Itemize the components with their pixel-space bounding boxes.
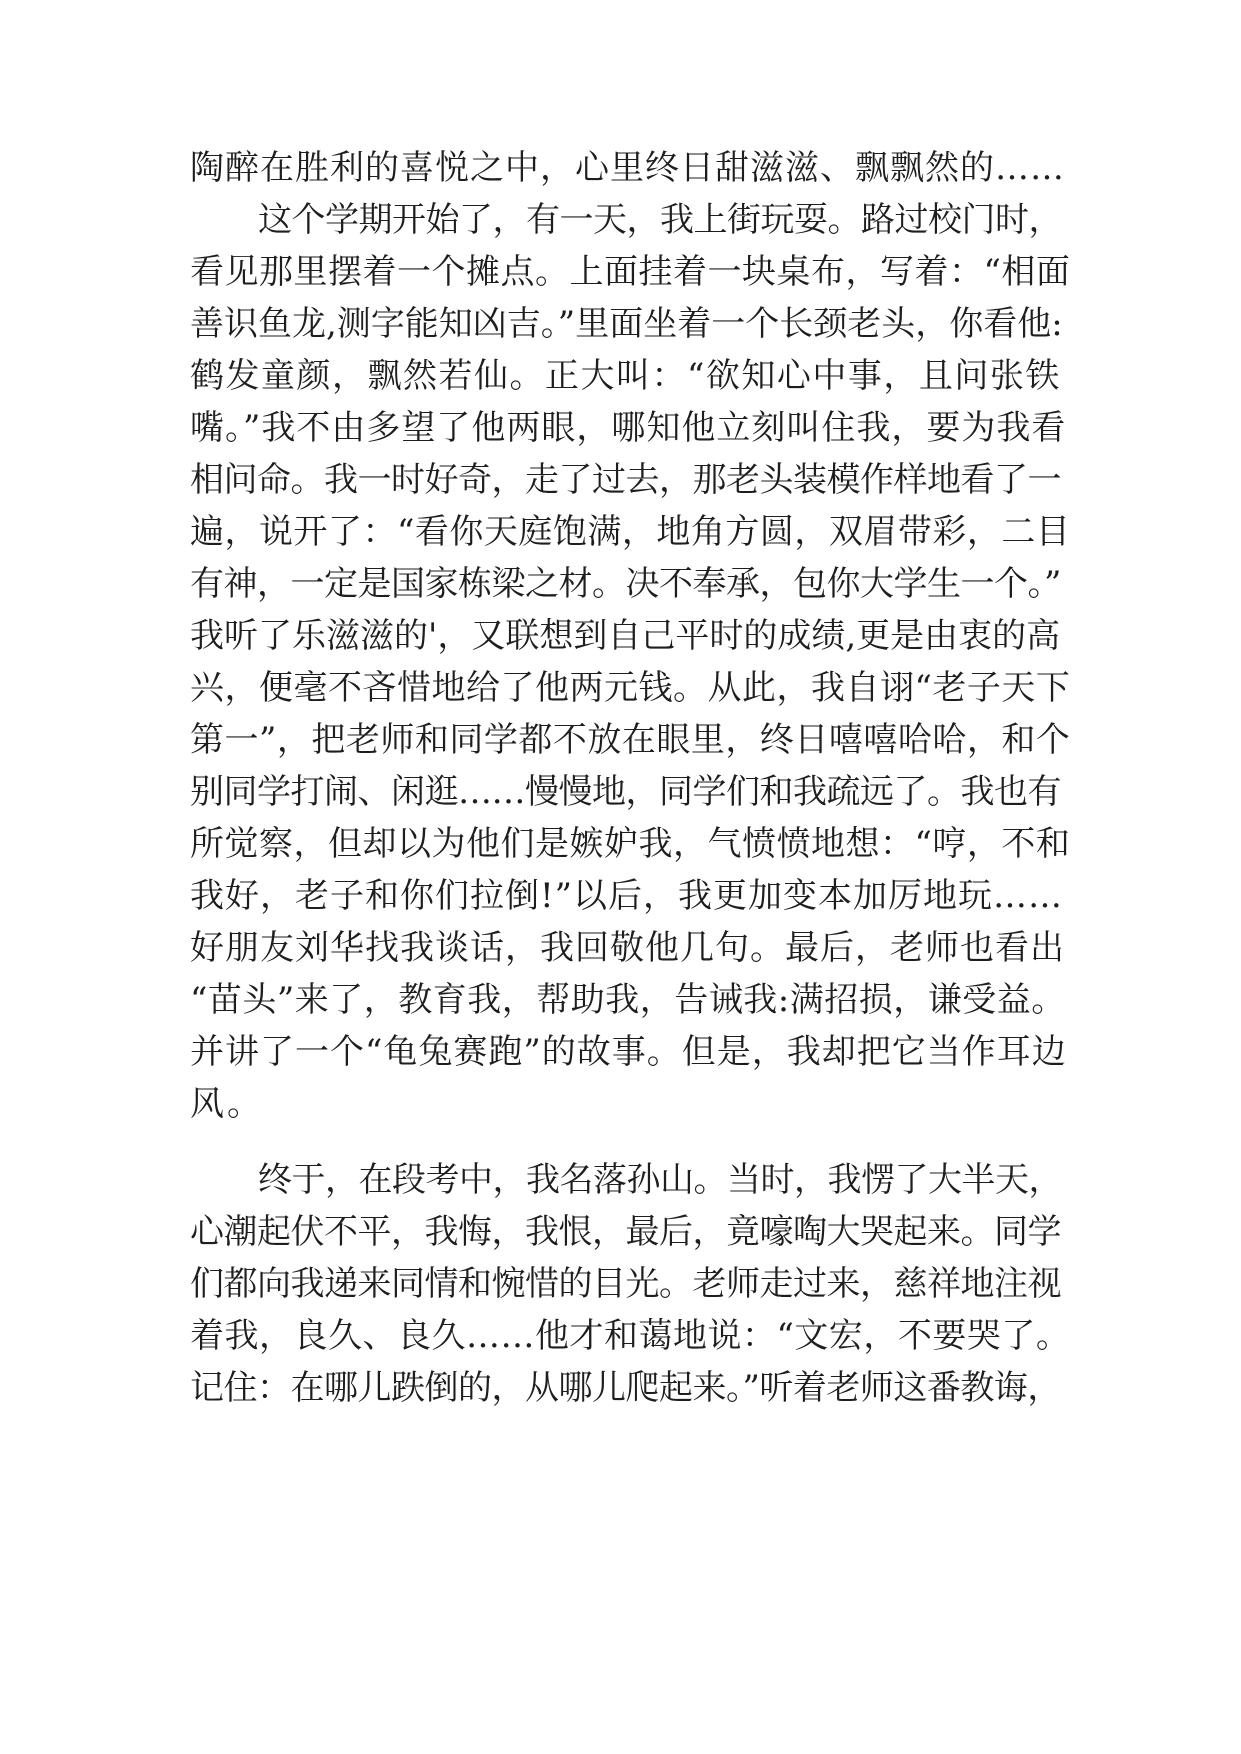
text-line: 兴，便毫不吝惜地给了他两元钱。从此，我自诩“老子天下 (190, 668, 1071, 708)
text-line: “苗头”来了，教育我，帮助我，告诫我:满招损，谦受益。 (190, 980, 1066, 1020)
paragraph-first-line: 这个学期开始了，有一天，我上街玩耍。路过校门时， (258, 200, 1062, 240)
text-line: 们都向我递来同情和惋惜的目光。老师走过来，慈祥地注视 (190, 1264, 1061, 1304)
text-line: 相问命。我一时好奇，走了过去，那老头装模作样地看了一 (190, 460, 1061, 500)
text-line: 鹤发童颜，飘然若仙。正大叫：“欲知心中事，且问张铁 (190, 356, 1061, 396)
text-line: 记住：在哪儿跌倒的，从哪儿爬起来。”听着老师这番教诲， (190, 1368, 1061, 1408)
text-line: 遍，说开了：“看你天庭饱满，地角方圆，双眉带彩，二目 (190, 512, 1071, 552)
text-line: 好朋友刘华找我谈话，我回敬他几句。最后，老师也看出 (190, 928, 1065, 968)
text-line: 看见那里摆着一个摊点。上面挂着一块桌布，写着：“相面 (190, 252, 1071, 292)
text-line: 善识鱼龙,测字能知凶吉。”里面坐着一个长颈老头，你看他: (190, 304, 1063, 344)
text-line: 嘴。”我不由多望了他两眼，哪知他立刻叫住我，要为我看 (190, 408, 1067, 448)
text-line: 有神，一定是国家栋梁之材。决不奉承，包你大学生一个。” (190, 564, 1061, 604)
text-line: 陶醉在胜利的喜悦之中，心里终日甜滋滋、飘飘然的…… (190, 148, 1065, 188)
text-line: 别同学打闹、闲逛……慢慢地，同学们和我疏远了。我也有 (190, 772, 1061, 812)
text-line: 第一”，把老师和同学都不放在眼里，终日嘻嘻哈哈，和个 (190, 720, 1071, 760)
text-line: 着我，良久、良久……他才和蔼地说：“文宏，不要哭了。 (190, 1316, 1071, 1356)
text-line: 我听了乐滋滋的'，又联想到自己平时的成绩,更是由衷的高 (190, 616, 1061, 656)
paragraph-first-line: 终于，在段考中，我名落孙山。当时，我愣了大半天， (258, 1160, 1062, 1200)
text-line: 并讲了一个“龟兔赛跑”的故事。但是，我却把它当作耳边 (190, 1032, 1067, 1072)
text-line: 所觉察，但却以为他们是嫉妒我，气愤愤地想：“哼，不和 (190, 824, 1071, 864)
text-line: 我好，老子和你们拉倒!”以后，我更加变本加厉地玩…… (190, 876, 1064, 916)
text-line: 风。 (190, 1084, 264, 1124)
text-line: 心潮起伏不平，我悔，我恨，最后，竟嚎啕大哭起来。同学 (190, 1212, 1061, 1252)
